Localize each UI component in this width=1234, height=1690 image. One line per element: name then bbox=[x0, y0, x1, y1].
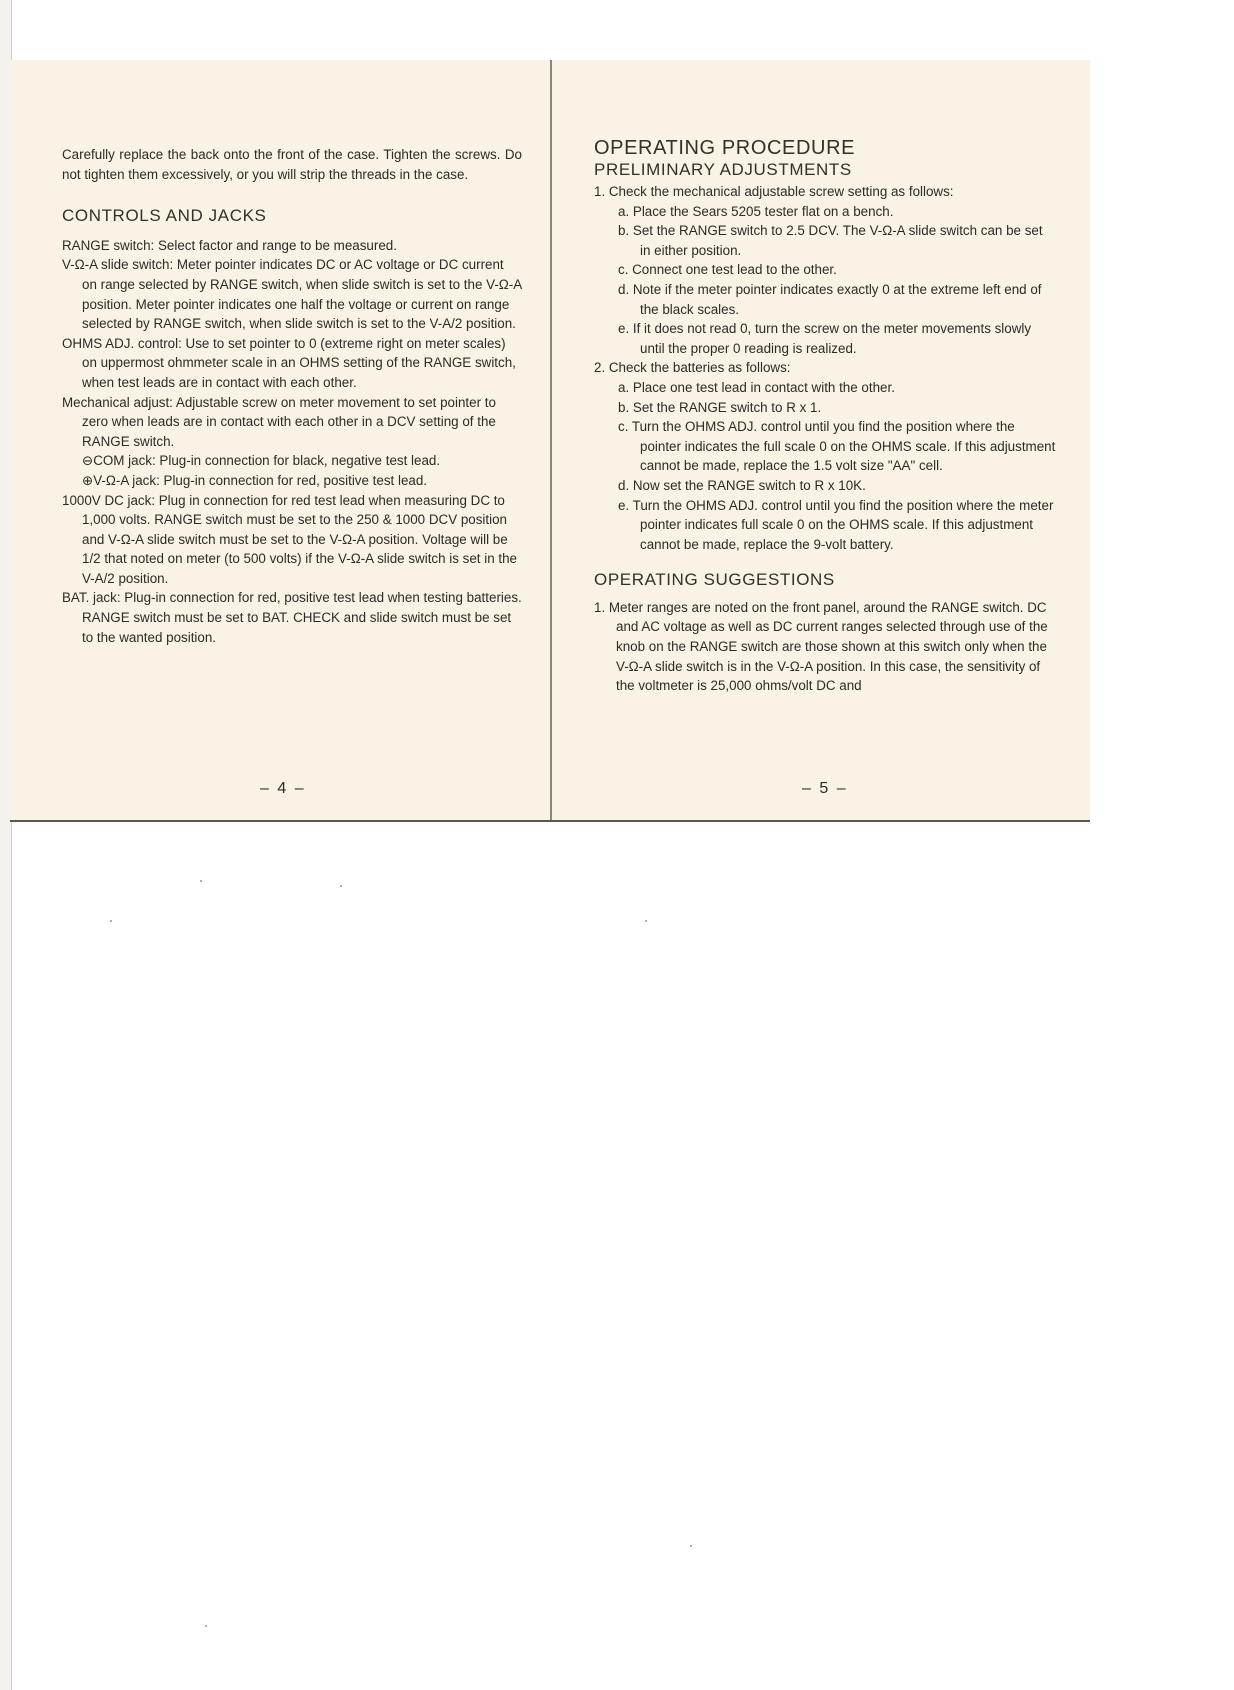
step-1-item: a. Place the Sears 5205 tester flat on a bench. bbox=[618, 203, 894, 219]
preliminary-adjustments-heading: PRELIMINARY ADJUSTMENTS bbox=[594, 160, 852, 179]
com-jack-entry: ⊖COM jack: Plug-in connection for black, negative test lead. bbox=[82, 453, 441, 469]
step-2-item: d. Now set the RANGE switch to R x 10K. bbox=[618, 477, 866, 493]
step-2-item: b. Set the RANGE switch to R x 1. bbox=[618, 399, 822, 415]
vohm-jack-entry: ⊕V-Ω-A jack: Plug-in connection for red, positive test lead. bbox=[82, 472, 428, 488]
step-2: 2. Check the batteries as follows: bbox=[594, 360, 791, 376]
step-2-item: e. Turn the OHMS ADJ. control until you find the position where the meter pointer indicates full scale 0 on the OHMS scale. If this adjustment cannot be made, replace the 9-volt battery. bbox=[618, 497, 1054, 552]
dc-1000v-jack-entry: 1000V DC jack: Plug in connection for red test lead when measuring DC to 1,000 volts. RANGE switch must be set to the 250 & 1000 DCV position and V-Ω-A slide switch must be set to the V-Ω-A position. Voltage will be 1/2 that noted on meter (to 500 volts) if the V-Ω-A slide switch is set in the V-A/2 position. bbox=[62, 492, 518, 586]
operating-suggestions-heading: OPERATING SUGGESTIONS bbox=[594, 570, 835, 590]
page-5 bbox=[550, 60, 1090, 820]
page-5-column bbox=[594, 136, 1056, 696]
bat-jack-entry: BAT. jack: Plug-in connection for red, positive test lead when testing batteries. bbox=[62, 590, 522, 606]
mechanical-adjust-entry: Mechanical adjust: Adjustable screw on meter movement to set pointer to zero when leads are in contact with each other in a DCV setting of the RANGE switch. bbox=[62, 394, 496, 449]
range-switch-entry: RANGE switch: Select factor and range to be measured. bbox=[62, 237, 397, 253]
manual-spread bbox=[10, 60, 1090, 822]
page-number-4: – 4 – bbox=[260, 780, 306, 797]
scan-speck bbox=[340, 885, 342, 887]
step-1-item: d. Note if the meter pointer indicates exactly 0 at the extreme left end of the black scales. bbox=[618, 281, 1042, 317]
step-2-item: a. Place one test lead in contact with the other. bbox=[618, 379, 895, 395]
intro-paragraph: Carefully replace the back onto the front of the case. Tighten the screws. Do not tighten them excessively, or you will strip the threads in the case. bbox=[62, 147, 522, 182]
scan-speck bbox=[690, 1545, 692, 1547]
slide-switch-entry: V-Ω-A slide switch: Meter pointer indicates DC or AC voltage or DC current on range selected by RANGE switch, when slide switch is set to the V-Ω-A position. Meter pointer indicates one half the voltage or current on range selected by RANGE switch, when slide switch is set to the V-A/2 position. bbox=[62, 257, 522, 332]
scan-speck bbox=[645, 920, 647, 922]
bat-jack-continuation: RANGE switch must be set to BAT. CHECK and slide switch must be set to the wanted position. bbox=[82, 610, 512, 645]
scan-speck bbox=[200, 880, 202, 882]
scan-speck bbox=[110, 920, 112, 922]
controls-heading: CONTROLS AND JACKS bbox=[62, 206, 267, 226]
operating-procedure-heading: OPERATING PROCEDURE bbox=[594, 137, 856, 159]
suggestion-1: 1. Meter ranges are noted on the front panel, around the RANGE switch. DC and AC voltage as well as DC current ranges selected through use of the knob on the RANGE switch are those shown at this switch only when the V-Ω-A slide switch is in the V-Ω-A position. In this case, the sensitivity of the voltmeter is 25,000 ohms/volt DC and bbox=[594, 599, 1048, 694]
step-2-item: c. Turn the OHMS ADJ. control until you find the position where the pointer indicates the full scale 0 on the OHMS scale. If this adjustment cannot be made, replace the 1.5 volt size "AA" cell. bbox=[618, 419, 1056, 474]
step-1: 1. Check the mechanical adjustable screw setting as follows: bbox=[594, 184, 954, 199]
step-1-item: b. Set the RANGE switch to 2.5 DCV. The V-Ω-A slide switch can be set in either position. bbox=[618, 223, 1043, 258]
page-4-column bbox=[62, 145, 522, 647]
step-1-item: e. If it does not read 0, turn the screw on the meter movements slowly until the proper 0 reading is realized. bbox=[618, 321, 1032, 356]
scan-speck bbox=[205, 1625, 207, 1627]
ohms-adj-entry: OHMS ADJ. control: Use to set pointer to 0 (extreme right on meter scales) on uppermost ohmmeter scale in an OHMS setting of the RANGE switch, when test leads are in contact with each other. bbox=[62, 335, 516, 390]
page-number-5: – 5 – bbox=[802, 780, 848, 797]
step-1-item: c. Connect one test lead to the other. bbox=[618, 262, 837, 278]
page-4 bbox=[10, 60, 550, 820]
